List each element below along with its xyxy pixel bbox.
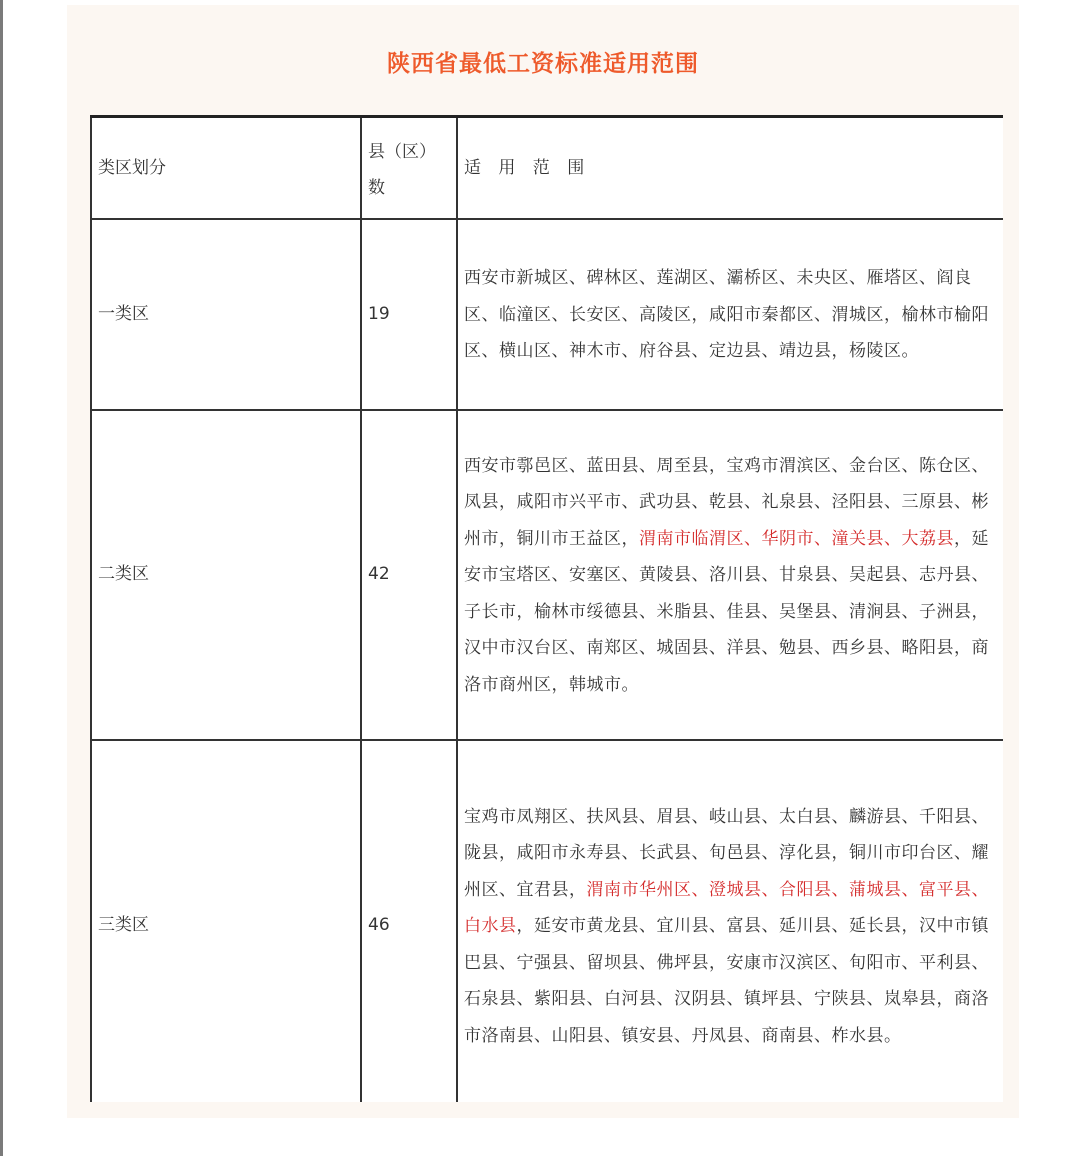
table-header-row — [91, 117, 1003, 219]
scope-text: 西安市新城区、碑林区、莲湖区、灞桥区、未央区、雁塔区、阎良区、临潼区、长安区、高陵区，咸阳市秦都区、渭城区，榆林市榆阳区、横山区、神木市、府谷县、定边县、靖边县，杨陵区。 — [464, 268, 989, 362]
row-category: 二类区 — [91, 410, 361, 740]
header-scope: 适 用 范 围 — [457, 117, 1003, 219]
row-count: 46 — [361, 740, 457, 1103]
scope-text: ，延安市黄龙县、宜川县、富县、延川县、延长县，汉中市镇巴县、宁强县、留坝县、佛坪县，安康市汉滨区、旬阳市、平利县、石泉县、紫阳县、白河县、汉阴县、镇坪县、宁陕县、岚皋县，商洛市洛南县、山阳县、镇安县、丹凤县、商南县、柞水县。 — [464, 916, 989, 1046]
left-window-edge — [0, 0, 3, 1156]
page-title: 陕西省最低工资标准适用范围 — [387, 51, 699, 77]
scope-text: 宝鸡市凤翔区、扶风县、眉县、岐山县、太白县、麟游县、千阳县、陇县，咸阳市永寿县、长武县、旬邑县、淳化县，铜川市印台区、耀州区、宜君县， — [464, 806, 989, 900]
card-bottom-strip — [67, 1102, 1019, 1118]
row-category: 三类区 — [91, 740, 361, 1103]
header-category: 类区划分 — [91, 117, 361, 219]
scope-highlight-text: 渭南市临渭区、华阴市、潼关县、大荔县 — [639, 528, 954, 549]
row-scope — [457, 410, 1003, 740]
row-scope — [457, 219, 1003, 410]
table-row — [91, 740, 1003, 1103]
row-category: 一类区 — [91, 219, 361, 410]
row-count: 19 — [361, 219, 457, 410]
wage-scope-table-wrapper — [90, 115, 1003, 1102]
table-row — [91, 410, 1003, 740]
wage-scope-table — [90, 115, 1003, 1102]
scope-highlight-text: 渭南市华州区、澄城县、合阳县、蒲城县、富平县、白水县 — [464, 879, 989, 937]
table-row — [91, 219, 1003, 410]
scope-text: ，延安市宝塔区、安塞区、黄陵县、洛川县、甘泉县、吴起县、志丹县、子长市，榆林市绥德县、米脂县、佳县、吴堡县、清涧县、子洲县，汉中市汉台区、南郑区、城固县、洋县、勉县、西乡县、略阳县，商洛市商州区，韩城市。 — [464, 528, 989, 695]
row-scope — [457, 740, 1003, 1103]
scope-text: 西安市鄠邑区、蓝田县、周至县，宝鸡市渭滨区、金台区、陈仓区、凤县，咸阳市兴平市、武功县、乾县、礼泉县、泾阳县、三原县、彬州市，铜川市王益区， — [464, 455, 989, 549]
row-count: 42 — [361, 410, 457, 740]
header-count: 县（区）数 — [361, 117, 457, 219]
